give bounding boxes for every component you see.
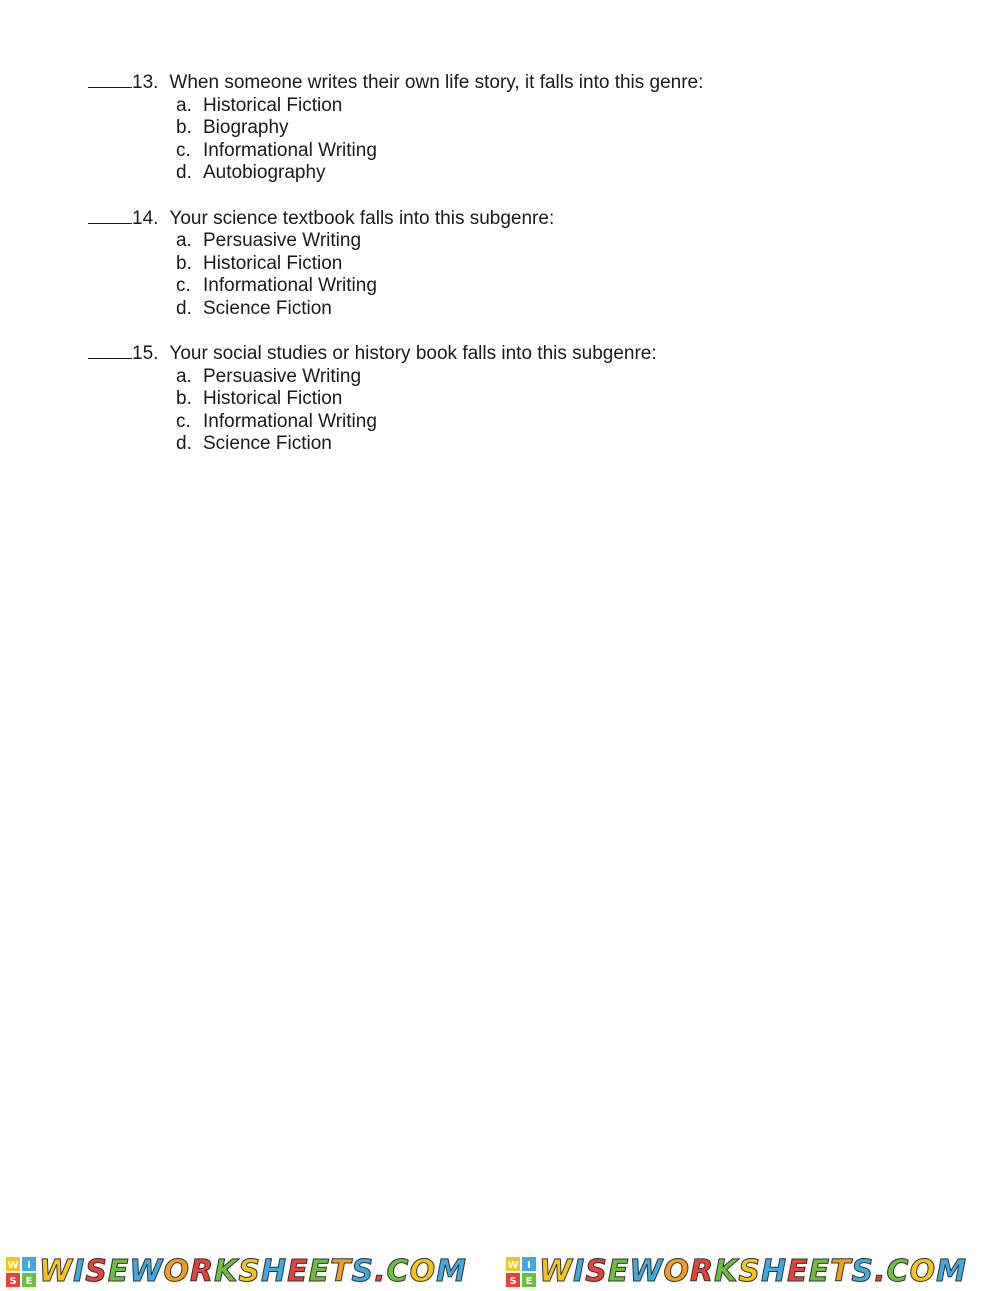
option-a: a. Persuasive Writing <box>176 230 362 251</box>
answer-blank[interactable] <box>88 343 132 359</box>
option-d: d. Science Fiction <box>176 297 332 319</box>
question-number: 13. <box>132 72 159 93</box>
option-c: c. Informational Writing <box>176 410 377 432</box>
question-13 <box>88 72 968 185</box>
question-number: 14. <box>132 207 159 229</box>
option-b: b. Historical Fiction <box>176 388 343 409</box>
brand-text: WISEWORKSHEETS.COM <box>39 1254 467 1289</box>
svg-text:I: I <box>27 1259 31 1271</box>
question-text: Your science textbook falls into this subgenre: <box>169 207 555 229</box>
question-number: 15. <box>132 343 159 364</box>
option-a: a. Persuasive Writing <box>176 365 362 387</box>
question-15 <box>88 343 968 456</box>
footer-watermark-banner <box>0 1252 1000 1291</box>
answer-blank[interactable] <box>88 72 132 88</box>
option-d: d. Autobiography <box>176 162 326 183</box>
answer-blank[interactable] <box>88 208 132 224</box>
svg-text:W: W <box>7 1259 19 1271</box>
question-text: Your social studies or history book falls into this subgenre: <box>169 343 657 364</box>
question-14 <box>88 208 968 321</box>
svg-text:E: E <box>25 1275 33 1287</box>
brand-text: WISEWORKSHEETS.COM <box>539 1254 967 1289</box>
option-c: c. Informational Writing <box>176 275 377 296</box>
svg-text:S: S <box>9 1275 17 1287</box>
worksheet <box>88 72 968 479</box>
wise-logo-icon <box>6 1257 36 1287</box>
svg-text:W: W <box>507 1259 519 1271</box>
option-c: c. Informational Writing <box>176 139 377 161</box>
options-list <box>88 95 968 185</box>
brand-watermark <box>500 1252 1000 1291</box>
option-b: b. Historical Fiction <box>176 252 343 274</box>
options-list <box>88 230 968 320</box>
option-a: a. Historical Fiction <box>176 94 343 116</box>
options-list <box>88 366 968 456</box>
option-d: d. Science Fiction <box>176 433 332 454</box>
brand-watermark <box>0 1252 500 1291</box>
question-text: When someone writes their own life story, it falls into this genre: <box>169 72 704 93</box>
svg-text:I: I <box>527 1259 531 1271</box>
svg-text:E: E <box>525 1275 533 1287</box>
wise-logo-icon <box>506 1257 536 1287</box>
option-b: b. Biography <box>176 117 289 138</box>
svg-text:S: S <box>509 1275 517 1287</box>
